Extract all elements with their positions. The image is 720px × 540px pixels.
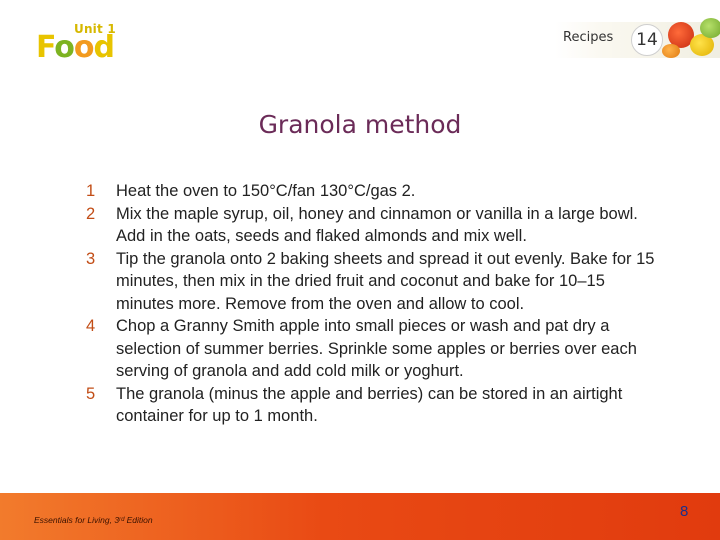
list-item	[86, 248, 666, 316]
step-text: Chop a Granny Smith apple into small pieces or wash and pat dry a selection of summer berries. Sprinkle some apples or berries over each serving of granola and add cold milk or yoghurt.	[116, 317, 637, 380]
step-text: Mix the maple syrup, oil, honey and cinnamon or vanilla in a large bowl. Add in the oats, seeds and flaked almonds and mix well.	[116, 204, 638, 245]
book-title: Essentials for Living, 3ʳᵈ Edition	[34, 515, 153, 525]
logo-unit-text: Unit 1	[74, 22, 116, 36]
footer-band	[0, 493, 720, 540]
list-item	[86, 180, 666, 203]
step-number: 4	[86, 317, 96, 335]
unit-number-badge: 14	[631, 24, 663, 56]
step-text: Heat the oven to 150°C/fan 130°C/gas 2.	[116, 182, 416, 200]
page-title: Granola method	[258, 110, 462, 139]
step-text: The granola (minus the apple and berries) can be stored in an airtight container for up to 1 month.	[116, 384, 623, 425]
food-unit-logo	[36, 20, 116, 66]
step-number: 2	[86, 204, 96, 223]
step-text: Tip the granola onto 2 baking sheets and spread it out evenly. Bake for 15 minutes, then mix in the dried fruit and coconut and bake for 10–15 minutes more. Remove from the oven and allow to cool.	[116, 249, 655, 313]
method-steps-list	[86, 180, 666, 428]
fruit-image	[700, 18, 720, 38]
list-item	[86, 315, 666, 383]
logo-food-text: Food	[36, 30, 115, 65]
step-number: 1	[86, 182, 96, 200]
page-number: 8	[680, 503, 689, 520]
list-item	[86, 203, 666, 248]
fruit-image	[662, 44, 680, 58]
step-number: 5	[86, 384, 96, 403]
list-item	[86, 383, 666, 428]
step-number: 3	[86, 249, 96, 268]
section-label: Recipes	[563, 30, 614, 45]
header	[0, 0, 720, 70]
